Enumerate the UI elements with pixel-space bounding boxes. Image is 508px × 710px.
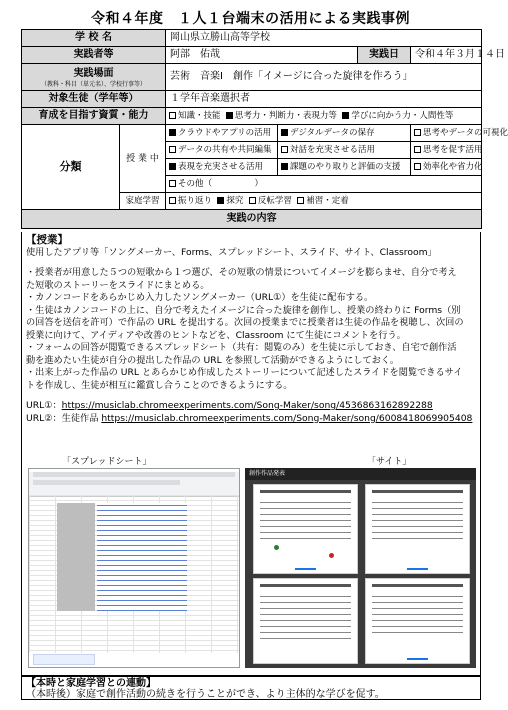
- school-name: 岡山県立勝山高等学校: [166, 30, 482, 47]
- school-label: 学 校 名: [22, 30, 166, 47]
- target-value: １学年音楽選択者: [166, 91, 482, 108]
- home-link-heading: 【本時と家庭学習との連動】: [26, 678, 156, 689]
- checkbox-icon: [414, 129, 421, 136]
- ability-option: 学びに向かう力・人間性等: [342, 111, 453, 121]
- body-line: た短歌のストーリーをスライドにまとめる。: [26, 279, 210, 291]
- option-cell: クラウドやアプリの活用: [166, 125, 278, 142]
- body-line: トを作成し、生徒が相互に鑑賞し合うことのできるようにする。: [26, 379, 293, 391]
- checkbox-icon: [414, 146, 421, 153]
- site-card: [253, 484, 358, 574]
- scene-label: 実践場面: [73, 67, 114, 79]
- body-line: の回答を送信を許可）で作品の URL を提出する。次回の授業までに授業者は生徒の作品を視聴し、次回の: [26, 317, 464, 328]
- option-cell: その他（ ）: [166, 176, 482, 193]
- home-options: 振り返り 探究 反転学習 補習・定着: [166, 193, 482, 210]
- checkbox-checked-icon: [217, 197, 224, 204]
- in-class-label: 授 業 中: [120, 125, 166, 193]
- checkbox-icon: [169, 197, 176, 204]
- target-label: 対象生徒（学年等）: [22, 91, 166, 108]
- body-line: ・カノンコードをあらかじめ入力したソングメーカー（URL①）を生徒に配布する。: [26, 292, 374, 303]
- scene-label-cell: [22, 64, 166, 91]
- scene-value: 芸術 音楽Ⅰ 創作「イメージに合った旋律を作ろう」: [166, 64, 482, 91]
- site-screenshot: [245, 468, 476, 668]
- scene-note: （教科・科目（単元名）、学校行事等）: [40, 80, 146, 88]
- ability-option: 思考力・判断力・表現力等: [226, 111, 337, 121]
- checkbox-checked-icon: [169, 163, 176, 170]
- checkbox-icon: [169, 146, 176, 153]
- checkbox-checked-icon: [342, 112, 349, 119]
- option-cell: 対話を充実させる活用: [278, 142, 411, 159]
- checkbox-checked-icon: [226, 112, 233, 119]
- category-label: 分類: [22, 125, 120, 210]
- body-line: ・生徒はカノンコードの上に、自分で考えたイメージに合った旋律を創作し、授業の終わりに Forms（別: [26, 304, 461, 316]
- sheet-tab: [33, 654, 95, 665]
- practice-content: [21, 232, 481, 676]
- checkbox-icon: [281, 146, 288, 153]
- option-cell: 思考を促す活用: [411, 142, 482, 159]
- spreadsheet-screenshot: [28, 468, 240, 668]
- class-heading: 【授業】: [26, 234, 68, 246]
- url1-line: URL①：https://musiclab.chromeexperiments.com/Song-Maker/song/4536863162892288: [26, 400, 433, 411]
- body-line: ・フォームの回答が閲覧できるスプレッドシート（共有：閲覧のみ）を生徒に示しておき、自宅で創作活: [26, 342, 457, 353]
- home-label: 家庭学習: [120, 193, 166, 210]
- url-column: [97, 503, 187, 611]
- site-header: 創作作品発表: [245, 468, 476, 480]
- caption-site: 「サイト」: [367, 457, 412, 467]
- spreadsheet-toolbar: [29, 472, 239, 497]
- info-table: [21, 29, 508, 229]
- url2-line: URL②：生徒作品 https://musiclab.chromeexperiments.com/Song-Maker/song/6008418069905408: [26, 412, 473, 424]
- option-cell: 思考やデータの可視化: [411, 125, 482, 142]
- option-cell: 表現を充実させる活用: [166, 159, 278, 176]
- body-line: 動を進めたい生徒が自分の提出した作品の URL を参照して活動ができるようにしておく。: [26, 354, 400, 366]
- option-cell: データの共有や共同編集: [166, 142, 278, 159]
- date-label: 実践日: [358, 47, 411, 64]
- body-line: ・授業者が用意した５つの短歌から１つ選び、その短歌の情景についてイメージを膨らませ、自分で考え: [26, 267, 457, 278]
- ability-options: [166, 108, 482, 125]
- redacted-column: [57, 503, 95, 611]
- checkbox-checked-icon: [281, 163, 288, 170]
- option-cell: デジタルデータの保存: [278, 125, 411, 142]
- home-link-section: [21, 676, 481, 700]
- checkbox-checked-icon: [169, 129, 176, 136]
- checkbox-icon: [414, 163, 421, 170]
- checkbox-icon: [169, 112, 176, 119]
- url2-link[interactable]: https://musiclab.chromeexperiments.com/Song-Maker/song/6008418069905408: [101, 412, 473, 424]
- teacher-name: 阿部 佑哉: [166, 47, 358, 64]
- caption-spreadsheet: 「スプレッドシート」: [62, 457, 152, 467]
- apps-line: 使用したアプリ等「ソングメーカー、Forms、スプレッドシート、スライド、サイト、Classroom」: [26, 246, 437, 258]
- home-link-text: （本時後）家庭で創作活動の続きを行うことができ、より主体的な学びを促す。: [26, 689, 385, 700]
- checkbox-icon: [297, 197, 304, 204]
- option-cell: 課題のやり取りと評価の支援: [278, 159, 411, 176]
- body-line: 授業に向けて、アイディアや改善のヒントなどを、Classroom にて生徒にコメントを行う。: [26, 329, 406, 341]
- site-card: [365, 578, 470, 664]
- teacher-label: 実践者等: [22, 47, 166, 64]
- ability-label: 育成を目指す資質・能力: [22, 108, 166, 125]
- body-line: ・出来上がった作品の URL とあらかじめ作成したストーリーについて記述したスライドを閲覧できるサイ: [26, 367, 463, 378]
- page-title: 令和４年度 １人１台端末の活用による実践事例: [91, 11, 410, 27]
- checkbox-icon: [169, 180, 176, 187]
- url1-link[interactable]: https://musiclab.chromeexperiments.com/Song-Maker/song/4536863162892288: [61, 400, 433, 411]
- site-card: [365, 484, 470, 574]
- option-cell: 効率化や省力化: [411, 159, 482, 176]
- site-card: [253, 578, 358, 664]
- ability-option: 知識・技能: [169, 111, 221, 121]
- checkbox-icon: [249, 197, 256, 204]
- checkbox-checked-icon: [281, 129, 288, 136]
- date-value: 令和４年３月１４日: [411, 47, 482, 64]
- practice-heading: 実践の内容: [22, 210, 482, 229]
